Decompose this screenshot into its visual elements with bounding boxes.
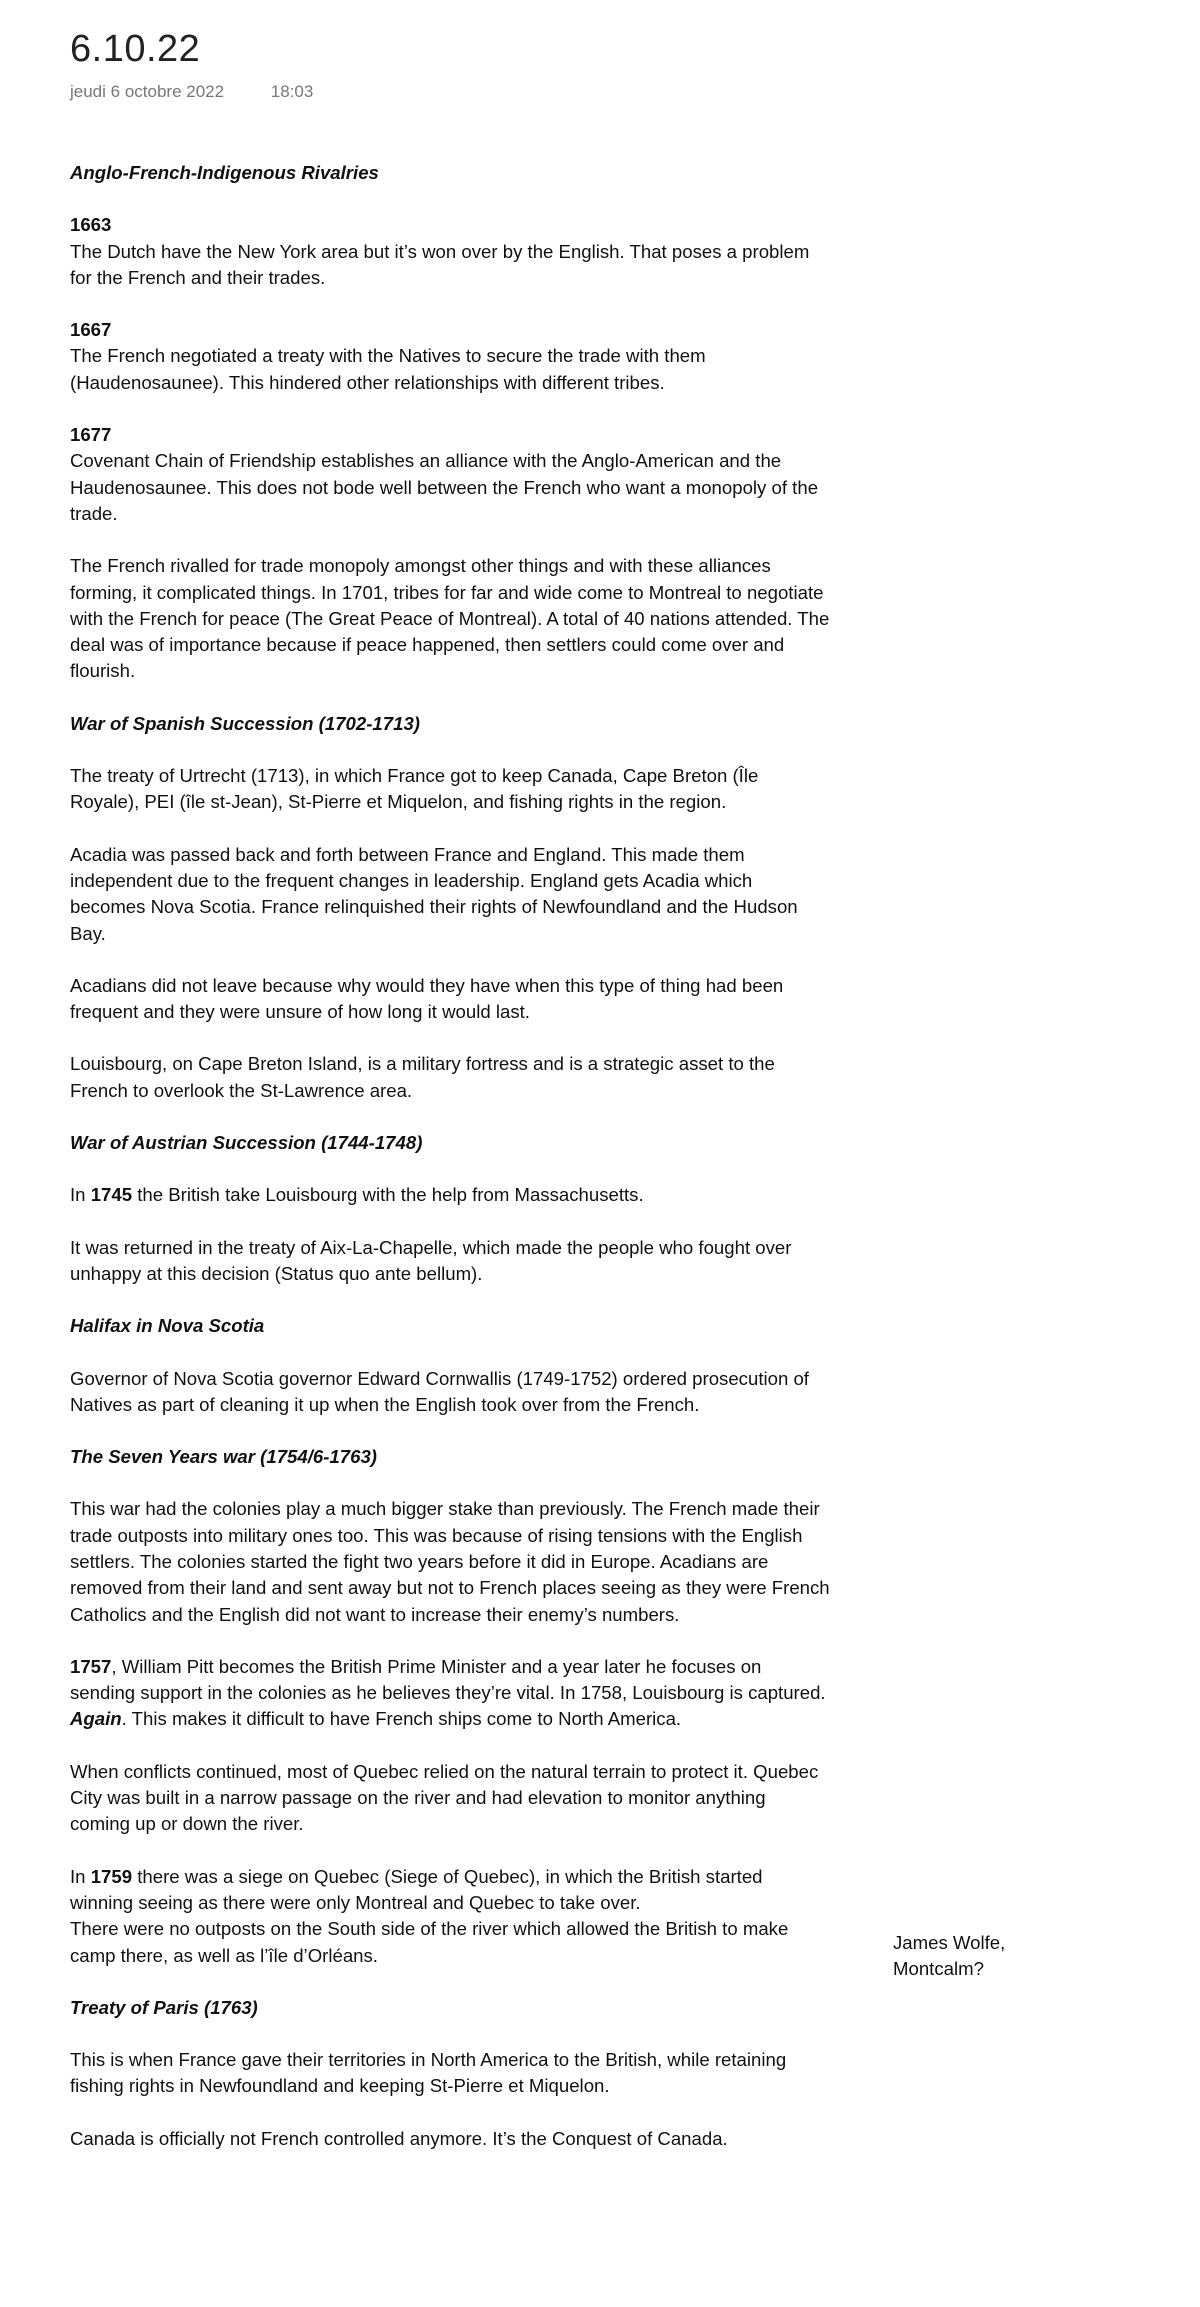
- paragraph: Governor of Nova Scotia governor Edward Cornwallis (1749-1752) ordered prosecution of Natives as part of cleaning it up when the English took over from the French.: [70, 1367, 809, 1415]
- text-run: In: [70, 1184, 91, 1206]
- section-heading: War of Spanish Succession (1702-1713): [70, 712, 420, 734]
- page-title: 6.10.22: [70, 28, 201, 70]
- paragraph: The French negotiated a treaty with the Natives to secure the trade with them (Haudenosaunee). This hindered other relationships with different tribes.: [70, 345, 706, 393]
- year-1757: 1757: [70, 1655, 112, 1677]
- year-label: [70, 317, 830, 343]
- paragraph: Canada is officially not French controlled anymore. It’s the Conquest of Canada.: [70, 2127, 728, 2149]
- paragraph: When conflicts continued, most of Quebec relied on the natural terrain to protect it. Quebec City was built in a narrow passage on the river and had elevation to monitor anything coming up or down the river.: [70, 1760, 819, 1835]
- note-meta: [70, 82, 313, 102]
- section-heading: Anglo-French-Indigenous Rivalries: [70, 162, 379, 183]
- text-run: the British take Louisbourg with the help from Massachusetts.: [132, 1184, 644, 1206]
- paragraph: The French rivalled for trade monopoly amongst other things and with these alliances forming, it complicated things. In 1701, tribes for far and wide come to Montreal to negotiate with the French for peace (The Great Peace of Montreal). A total of 40 nations attended. The deal was of importance because if peace happened, then settlers could come over and flourish.: [70, 555, 830, 682]
- paragraph: [70, 1654, 830, 1733]
- year-label: [70, 422, 830, 448]
- paragraph: Louisbourg, on Cape Breton Island, is a military fortress and is a strategic asset to the French to overlook the St-Lawrence area.: [70, 1053, 775, 1101]
- text-run: , William Pitt becomes the British Prime Minister and a year later he focuses on sending support in the colonies as he believes they’re vital. In 1758, Louisbourg is captured.: [70, 1655, 826, 1704]
- paragraph: There were no outposts on the South side of the river which allowed the British to make camp there, as well as l’île d’Orléans.: [70, 1918, 789, 1966]
- note-time: 18:03: [270, 82, 314, 101]
- year-1663: 1663: [70, 214, 112, 236]
- paragraph: This war had the colonies play a much bigger stake than previously. The French made their trade outposts into military ones too. This was because of rising tensions with the English settlers. The colonies started the fight two years before it did in Europe. Acadians are removed from their land and sent away but not to French places seeing as they were French Catholics and the English did not want to increase their enemy’s numbers.: [70, 1498, 830, 1625]
- note-body[interactable]: [70, 160, 830, 2178]
- side-note-line: James Wolfe,: [893, 1932, 1006, 1953]
- paragraph: Acadia was passed back and forth between France and England. This made them independent due to the frequent changes in leadership. England gets Acadia which becomes Nova Scotia. France relinquished their rights of Newfoundland and the Hudson Bay.: [70, 843, 798, 944]
- section-heading: War of Austrian Succession (1744-1748): [70, 1132, 423, 1154]
- text-run: . This makes it difficult to have French ships come to North America.: [121, 1708, 682, 1730]
- paragraph: Covenant Chain of Friendship establishes an alliance with the Anglo-American and the Haudenosaunee. This does not bode well between the French who want a monopoly of the trade.: [70, 450, 819, 524]
- year-label: [70, 212, 830, 238]
- paragraph: It was returned in the treaty of Aix-La-Chapelle, which made the people who fought over unhappy at this decision (Status quo ante bellum).: [70, 1236, 792, 1284]
- paragraph: [70, 1864, 830, 1917]
- emphasis-again: Again: [70, 1708, 122, 1730]
- section-heading: Treaty of Paris (1763): [70, 1996, 258, 2018]
- section-heading: The Seven Years war (1754/6-1763): [70, 1446, 377, 1468]
- year-1667: 1667: [70, 319, 112, 341]
- section-heading: Halifax in Nova Scotia: [70, 1315, 265, 1337]
- paragraph: The Dutch have the New York area but it’s won over by the English. That poses a problem for the French and their trades.: [70, 240, 810, 288]
- paragraph: This is when France gave their territories in North America to the British, while retaining fishing rights in Newfoundland and keeping St-Pierre et Miquelon.: [70, 2049, 787, 2097]
- side-note[interactable]: [893, 1930, 1093, 1983]
- note-date: jeudi 6 octobre 2022: [70, 82, 225, 101]
- paragraph: The treaty of Urtrecht (1713), in which France got to keep Canada, Cape Breton (Île Royale), PEI (île st-Jean), St-Pierre et Miquelon, and fishing rights in the region.: [70, 765, 759, 813]
- text-run: there was a siege on Quebec (Siege of Quebec), in which the British started winning seeing as there were only Montreal and Quebec to take over.: [70, 1865, 763, 1913]
- paragraph: Acadians did not leave because why would they have when this type of thing had been frequent and they were unsure of how long it would last.: [70, 974, 784, 1023]
- side-note-line: Montcalm?: [893, 1958, 984, 1980]
- text-run: In: [70, 1865, 91, 1887]
- paragraph: [70, 1182, 830, 1208]
- year-1745: 1745: [90, 1184, 133, 1206]
- year-1677: 1677: [70, 424, 112, 446]
- year-1759: 1759: [90, 1865, 133, 1887]
